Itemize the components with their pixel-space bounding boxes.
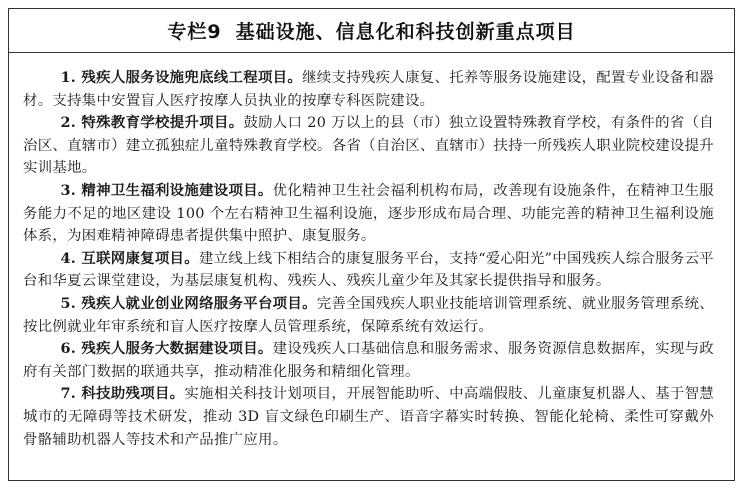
item-body: 建立线上线下相结合的康复服务平台，支持“爱心阳光”中国残疾人综合服务云平台和华夏云课堂建设，为基层康复机构、残疾人、残疾儿童少年及其家长提供指导和服务。 <box>23 250 714 290</box>
item-heading: 5. 残疾人就业创业网络服务平台项目。 <box>60 294 317 312</box>
item-body: 鼓励人口 20 万以上的县（市）独立设置特殊教育学校，有条件的省（自治区、直辖市）建立孤独症儿童特殊教育学校。各省（自治区、直辖市）扶持一所残疾人职业院校建设提升实训基地。 <box>23 115 715 177</box>
item-list <box>9 53 734 451</box>
item-body: 完善全国残疾人职业技能培训管理系统、就业服务管理系统、按比例就业年审系统和盲人医疗按摩人员管理系统，保障系统有效运行。 <box>23 295 715 335</box>
item-body: 实施相关科技计划项目，开展智能助听、中高端假肢、儿童康复机器人、基于智慧城市的无障碍等技术研发，推动 3D 盲文绿色印刷生产、语音字幕实时转换、智能化轮椅、柔性可穿戴外骨骼辅助机器人等技术和产品推广应用。 <box>23 386 714 448</box>
item-heading: 4. 互联网康复项目。 <box>60 249 199 267</box>
box-title-text: 基础设施、信息化和科技创新重点项目 <box>235 21 576 43</box>
list-item <box>23 293 714 338</box>
item-heading: 7. 科技助残项目。 <box>60 385 185 403</box>
item-heading: 6. 残疾人服务大数据建设项目。 <box>60 340 273 358</box>
item-heading: 3. 精神卫生福利设施建设项目。 <box>60 181 273 199</box>
list-item <box>23 180 714 248</box>
list-item <box>23 112 714 180</box>
item-heading: 2. 特殊教育学校提升项目。 <box>60 114 244 132</box>
item-body: 继续支持残疾人康复、托养等服务设施建设，配置专业设备和器材。支持集中安置盲人医疗按摩人员执业的按摩专科医院建设。 <box>23 70 714 109</box>
list-item <box>23 67 714 112</box>
list-item <box>23 338 714 383</box>
project-box <box>8 8 735 481</box>
box-label: 专栏9 <box>167 21 222 43</box>
item-body: 建设残疾人口基础信息和服务需求、服务资源信息数据库，实现与政府有关部门数据的联通共享，推动精准化服务和精细化管理。 <box>23 341 714 380</box>
item-heading: 1. 残疾人服务设施兜底线工程项目。 <box>60 69 303 86</box>
box-title <box>167 17 575 44</box>
box-header <box>9 9 734 53</box>
item-body: 优化精神卫生社会福利机构布局，改善现有设施条件，在精神卫生服务能力不足的地区建设 100 个左右精神卫生福利设施，逐步形成布局合理、功能完善的精神卫生福利设施体系，为困难精神障碍患者提供集中照护、康复服务。 <box>23 182 714 245</box>
list-item <box>23 248 714 293</box>
list-item <box>23 383 714 451</box>
